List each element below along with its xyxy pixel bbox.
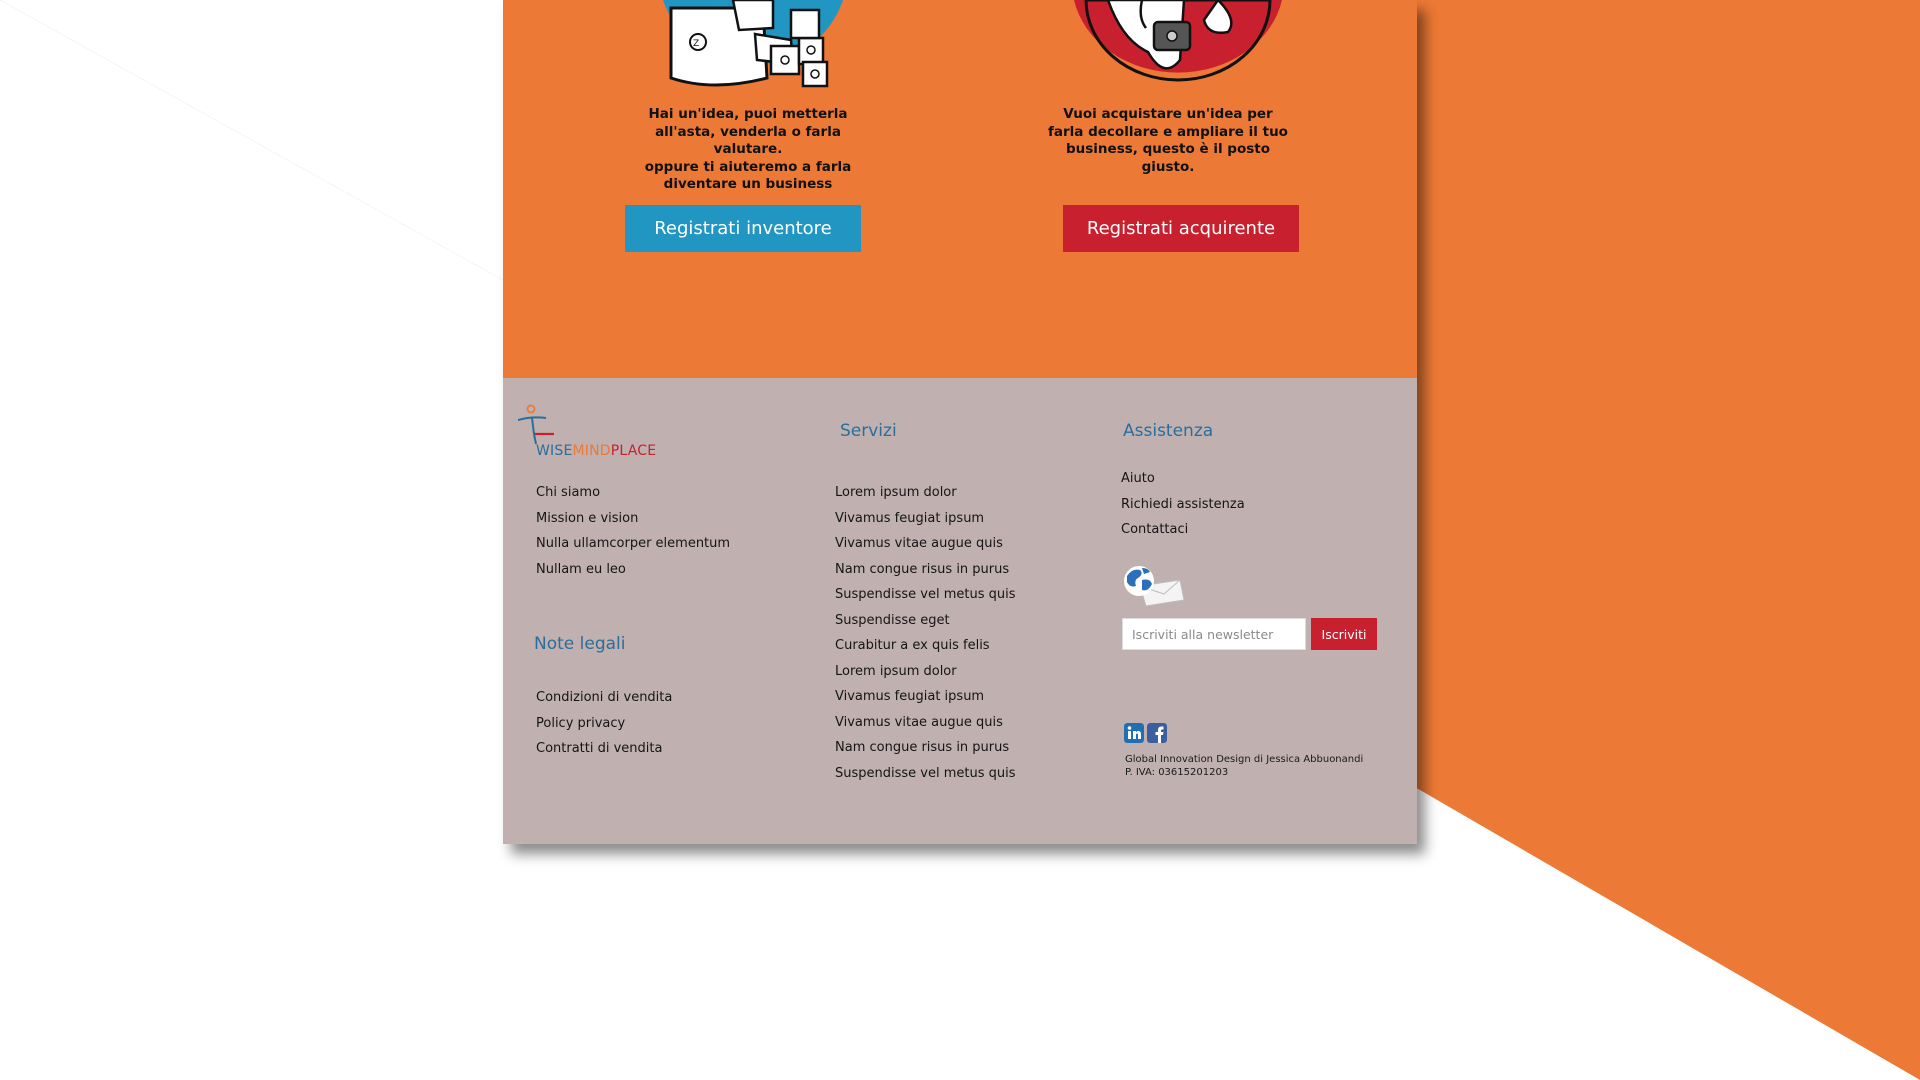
- service-link[interactable]: Nam congue risus in purus: [835, 561, 1010, 577]
- support-heading: Assistenza: [1123, 421, 1214, 441]
- footer-link-mission-vision[interactable]: Mission e vision: [536, 510, 639, 526]
- support-link-richiedi-assistenza[interactable]: Richiedi assistenza: [1121, 496, 1245, 512]
- about-links: [536, 480, 730, 582]
- service-link[interactable]: Vivamus feugiat ipsum: [835, 510, 985, 526]
- logo-wordmark[interactable]: [536, 443, 656, 459]
- newsletter-email-input[interactable]: [1122, 618, 1306, 650]
- legal-links: [536, 685, 672, 762]
- company-name: Global Innovation Design di Jessica Abbuonandi: [1125, 754, 1364, 765]
- globe-mail-icon: [1122, 564, 1186, 608]
- service-link[interactable]: Vivamus feugiat ipsum: [835, 689, 985, 704]
- service-link[interactable]: Nam congue risus in purus: [835, 740, 1010, 755]
- service-link[interactable]: Lorem ipsum dolor: [835, 663, 957, 679]
- support-links: [1121, 466, 1245, 543]
- footer-link-nulla-ullamcorper[interactable]: Nulla ullamcorper elementum: [536, 536, 731, 551]
- logo-word-place: PLACE: [610, 443, 657, 459]
- support-link-aiuto[interactable]: Aiuto: [1121, 471, 1155, 486]
- legal-link-privacy[interactable]: Policy privacy: [536, 715, 626, 731]
- footer-link-nullam-eu-leo[interactable]: Nullam eu leo: [536, 561, 626, 577]
- footer-link-chi-siamo[interactable]: Chi siamo: [536, 485, 601, 500]
- service-link[interactable]: Vivamus vitae augue quis: [835, 536, 1003, 551]
- service-link[interactable]: Curabitur a ex quis felis: [835, 638, 990, 653]
- person-figure-logo-icon: [518, 404, 558, 446]
- legal-heading: Note legali: [534, 634, 626, 654]
- inventor-description: Hai un'idea, puoi metterla all'asta, venderla o farla valutare. oppure ti aiuteremo a farla diventare un business: [644, 106, 852, 192]
- linkedin-icon[interactable]: [1124, 723, 1144, 743]
- buyer-description: Vuoi acquistare un'idea per farla decollare e ampliare il tuo business, questo è il posto giusto.: [1048, 106, 1288, 175]
- page-card: [503, 0, 1417, 844]
- inventor-laptop-illustration: [643, 0, 873, 92]
- support-link-contattaci[interactable]: Contattaci: [1121, 522, 1189, 537]
- legal-link-contratti[interactable]: Contratti di vendita: [536, 741, 663, 756]
- services-links: [835, 480, 1016, 786]
- hero-section: [503, 0, 1417, 378]
- service-link[interactable]: Suspendisse vel metus quis: [835, 765, 1016, 781]
- service-link[interactable]: Suspendisse vel metus quis: [835, 587, 1016, 602]
- footer: [503, 378, 1417, 844]
- logo-word-wise: WISE: [536, 443, 573, 459]
- legal-link-condizioni[interactable]: Condizioni di vendita: [536, 690, 673, 705]
- service-link[interactable]: Lorem ipsum dolor: [835, 485, 957, 500]
- service-link[interactable]: Vivamus vitae augue quis: [835, 714, 1003, 730]
- company-vat: P. IVA: 03615201203: [1125, 767, 1229, 778]
- svg-text:Z: Z: [693, 39, 700, 49]
- service-link[interactable]: Suspendisse eget: [835, 612, 950, 628]
- register-inventor-button[interactable]: Registrati inventore: [625, 205, 861, 252]
- logo-word-mind: MIND: [572, 443, 611, 459]
- services-heading: Servizi: [840, 421, 897, 441]
- facebook-icon[interactable]: [1147, 723, 1167, 743]
- register-buyer-button[interactable]: Registrati acquirente: [1063, 205, 1299, 252]
- buyer-phone-illustration: [1068, 0, 1288, 92]
- newsletter-subscribe-button[interactable]: Iscriviti: [1311, 618, 1377, 650]
